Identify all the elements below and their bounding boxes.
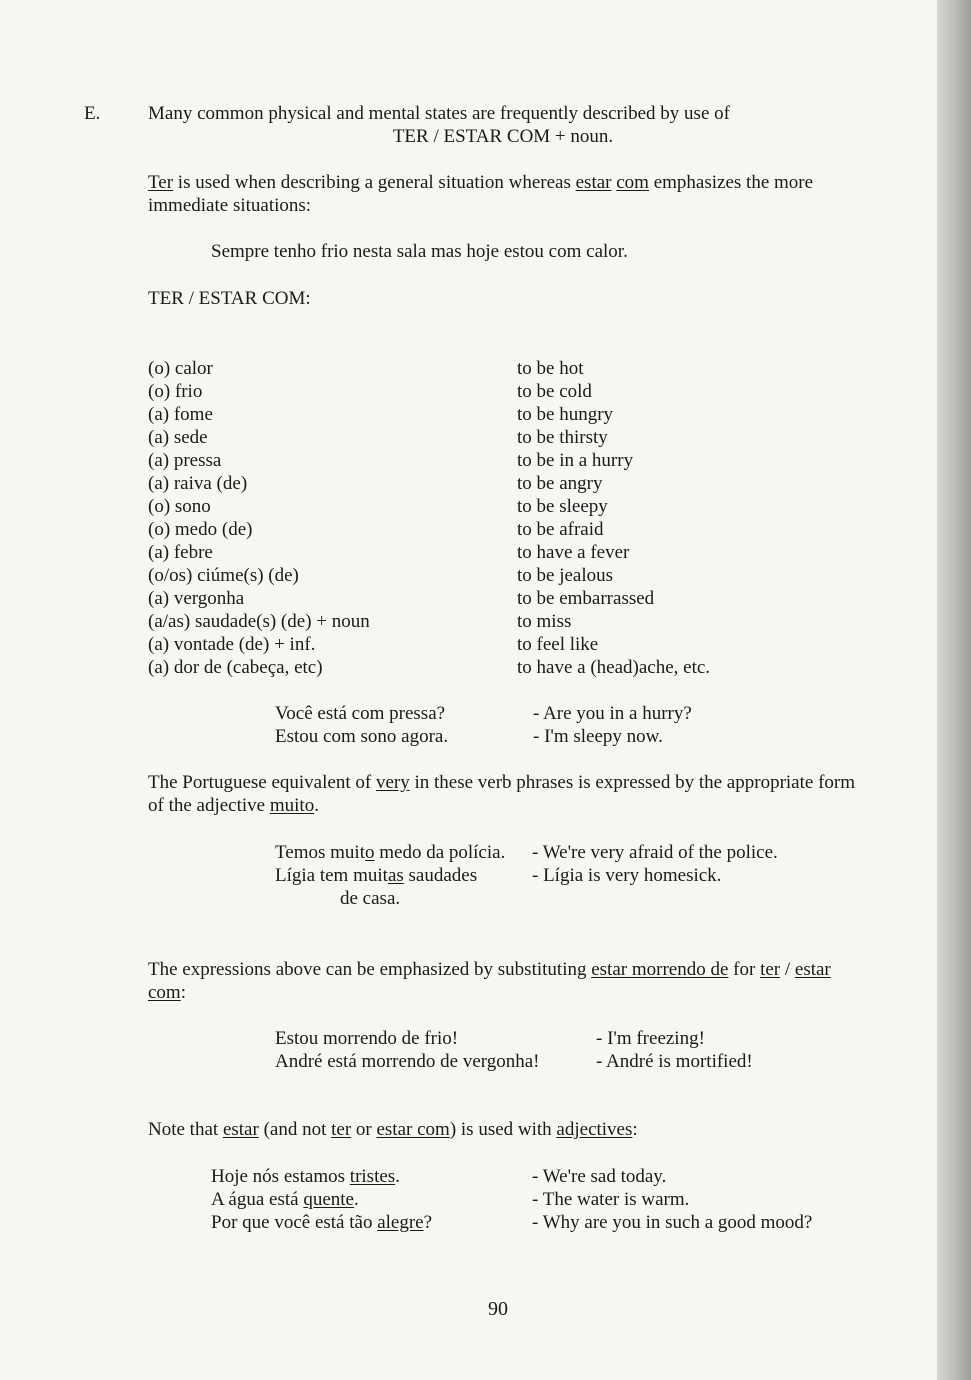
expression-pt: (a) vergonha: [148, 588, 245, 609]
usage-line-2: immediate situations:: [148, 195, 312, 216]
example-pt: Você está com pressa?: [275, 703, 446, 724]
emph-line-2: com:: [148, 982, 186, 1003]
expression-pt: (o) medo (de): [148, 519, 253, 540]
example-en: - André is mortified!: [596, 1051, 753, 1072]
example-pt: Lígia tem muitas saudades: [275, 865, 478, 886]
usage-example: Sempre tenho frio nesta sala mas hoje estou com calor.: [211, 241, 628, 262]
example-pt: Estou com sono agora.: [275, 726, 449, 747]
example-pt: Temos muito medo da polícia.: [275, 842, 506, 863]
example-en: - The water is warm.: [532, 1189, 690, 1210]
expression-en: to have a fever: [517, 542, 630, 563]
expression-pt: (a) sede: [148, 427, 208, 448]
term-estar-com: estar com: [376, 1119, 450, 1140]
expression-en: to be cold: [517, 381, 592, 402]
expression-en: to be hot: [517, 358, 584, 379]
term-ter: ter: [760, 959, 781, 980]
emph-line-1: The expressions above can be emphasized by substituting estar morrendo de for ter / estar: [148, 959, 831, 980]
term-com: com: [616, 172, 649, 193]
expression-pt: (a) dor de (cabeça, etc): [148, 657, 323, 678]
expression-en: to be embarrassed: [517, 588, 655, 609]
term-very: very: [375, 772, 410, 793]
term-estar: estar: [575, 172, 612, 193]
term-ter: ter: [331, 1119, 352, 1140]
term-com: com: [148, 982, 181, 1003]
expression-pt: (o) frio: [148, 381, 203, 402]
expression-pt: (a/as) saudade(s) (de) + noun: [148, 611, 370, 632]
expression-en: to be hungry: [517, 404, 614, 425]
page-edge-shadow: [937, 0, 971, 1380]
example-en: - Are you in a hurry?: [533, 703, 692, 724]
list-heading: TER / ESTAR COM:: [148, 288, 311, 309]
expression-en: to be angry: [517, 473, 603, 494]
expression-en: to feel like: [517, 634, 599, 655]
expression-pt: (o/os) ciúme(s) (de): [148, 565, 299, 586]
expression-pt: (o) sono: [148, 496, 211, 517]
term-ter: Ter: [148, 172, 174, 193]
example-en: - I'm sleepy now.: [533, 726, 663, 747]
expression-en: to be jealous: [517, 565, 614, 586]
very-line-1: The Portuguese equivalent of very in these verb phrases is expressed by the appropriate form: [148, 772, 856, 793]
expression-pt: (a) fome: [148, 404, 213, 425]
example-pt: Hoje nós estamos tristes.: [211, 1166, 400, 1187]
section-letter: E.: [84, 103, 101, 124]
intro-line-2: TER / ESTAR COM + noun.: [392, 126, 614, 147]
expression-en: to have a (head)ache, etc.: [517, 657, 711, 678]
expression-pt: (a) febre: [148, 542, 213, 563]
term-estar: estar: [222, 1119, 259, 1140]
example-pt-continued: de casa.: [340, 888, 401, 909]
page-number: 90: [488, 1298, 508, 1320]
example-en: - We're sad today.: [532, 1166, 667, 1187]
intro-line-1: Many common physical and mental states are frequently described by use of: [148, 103, 730, 124]
expression-pt: (a) pressa: [148, 450, 222, 471]
term-estar-morrendo-de: estar morrendo de: [591, 959, 729, 980]
expression-en: to be in a hurry: [517, 450, 634, 471]
expression-en: to be thirsty: [517, 427, 608, 448]
example-en: - Lígia is very homesick.: [532, 865, 722, 886]
expression-pt: (o) calor: [148, 358, 213, 379]
expression-en: to be afraid: [517, 519, 604, 540]
example-pt: Por que você está tão alegre?: [211, 1212, 433, 1233]
example-en: - We're very afraid of the police.: [532, 842, 778, 863]
expression-pt: (a) vontade (de) + inf.: [148, 634, 316, 655]
example-pt: A água está quente.: [211, 1189, 359, 1210]
note-line: Note that estar (and not ter or estar com) is used with adjectives:: [148, 1119, 638, 1140]
expression-en: to miss: [517, 611, 572, 632]
example-en: - Why are you in such a good mood?: [532, 1212, 813, 1233]
very-line-2: of the adjective muito.: [148, 795, 319, 816]
expression-pt: (a) raiva (de): [148, 473, 248, 494]
example-pt: André está morrendo de vergonha!: [275, 1051, 540, 1072]
example-en: - I'm freezing!: [596, 1028, 705, 1049]
term-adjectives: adjectives: [556, 1119, 633, 1140]
example-pt: Estou morrendo de frio!: [275, 1028, 459, 1049]
usage-line-1: Ter is used when describing a general situation whereas estar com emphasizes the more: [148, 172, 814, 193]
expression-en: to be sleepy: [517, 496, 608, 517]
term-muito: muito: [269, 795, 315, 816]
term-estar: estar: [794, 959, 831, 980]
